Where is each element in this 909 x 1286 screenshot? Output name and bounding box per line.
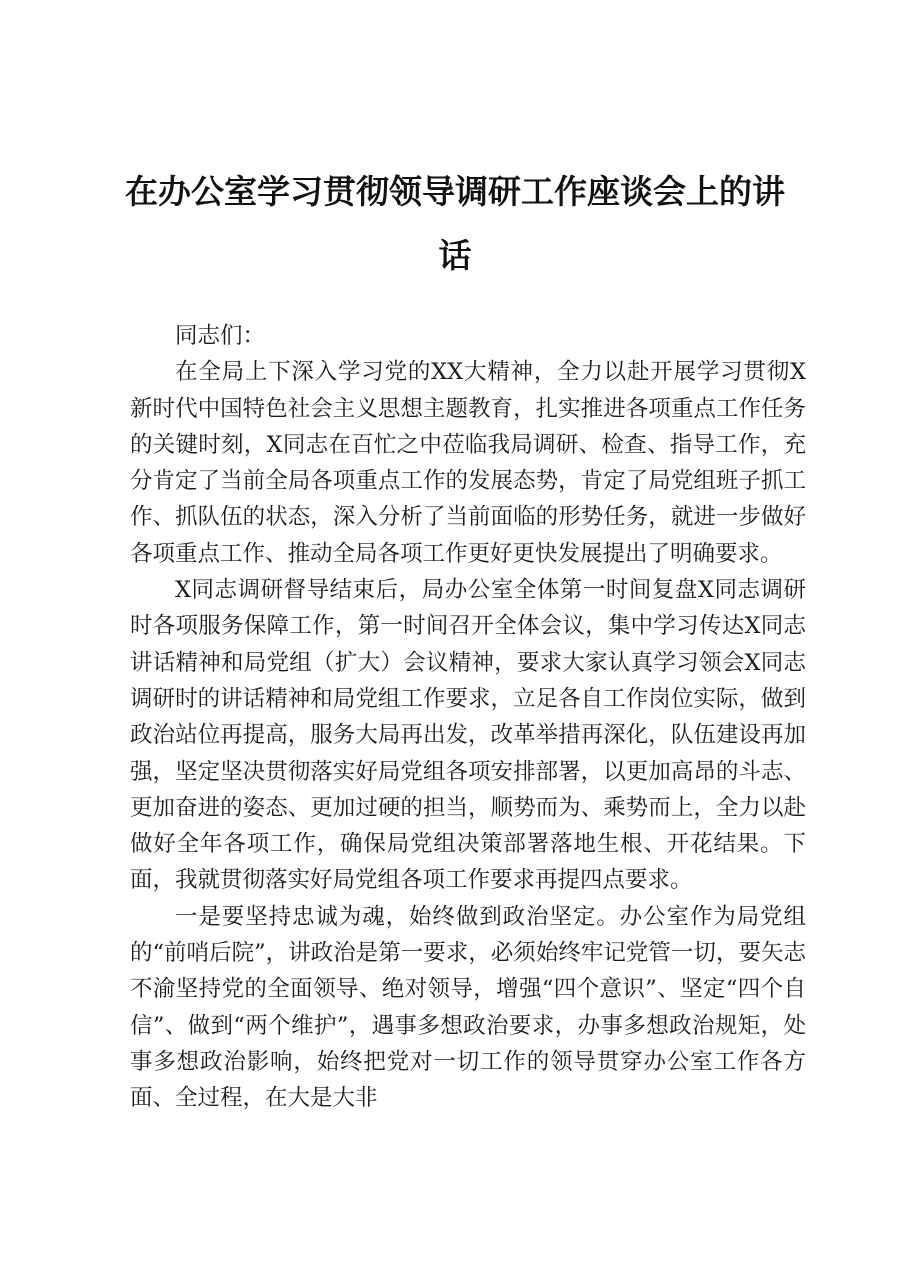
greeting: 同志们：: [175, 323, 266, 349]
document-body: [130, 318, 806, 1117]
document-title-line-1: 在办公室学习贯彻领导调研工作座谈会上的讲: [125, 172, 785, 211]
document-title-line-2: 话: [438, 236, 472, 275]
paragraph-1: 在全局上下深入学习党的XX大精神，全力以赴开展学习贯彻X新时代中国特色社会主义思想主题教育，扎实推进各项重点工作任务的关键时刻，X同志在百忙之中莅临我局调研、检查、指导工作，充分肯定了当前全局各项重点工作的发展态势，肯定了局党组班子抓工作、抓队伍的状态，深入分析了当前面临的形势任务，就进一步做好各项重点工作、推动全局各项工作更好更快发展提出了明确要求。: [130, 359, 806, 567]
paragraph-2: X同志调研督导结束后，局办公室全体第一时间复盘X同志调研时各项服务保障工作，第一时间召开全体会议，集中学习传达X同志讲话精神和局党组（扩大）会议精神，要求大家认真学习领会X同志调研时的讲话精神和局党组工作要求，立足各自工作岗位实际，做到政治站位再提高，服务大局再出发，改革举措再深化，队伍建设再加强，坚定坚决贯彻落实好局党组各项安排部署，以更加高昂的斗志、更加奋进的姿态、更加过硬的担当，顺势而为、乘势而上，全力以赴做好全年各项工作，确保局党组决策部署落地生根、开花结果。下面，我就贯彻落实好局党组各项工作要求再提四点要求。: [130, 577, 806, 894]
paragraph-3: 一是要坚持忠诚为魂，始终做到政治坚定。办公室作为局党组的“前哨后院”，讲政治是第一要求，必须始终牢记党管一切，要矢志不渝坚持党的全面领导、绝对领导，增强“四个意识”、坚定“四个自信”、做到“两个维护”，遇事多想政治要求，办事多想政治规矩，处事多想政治影响，始终把党对一切工作的领导贯穿办公室工作各方面、全过程，在大是大非: [130, 903, 806, 1112]
